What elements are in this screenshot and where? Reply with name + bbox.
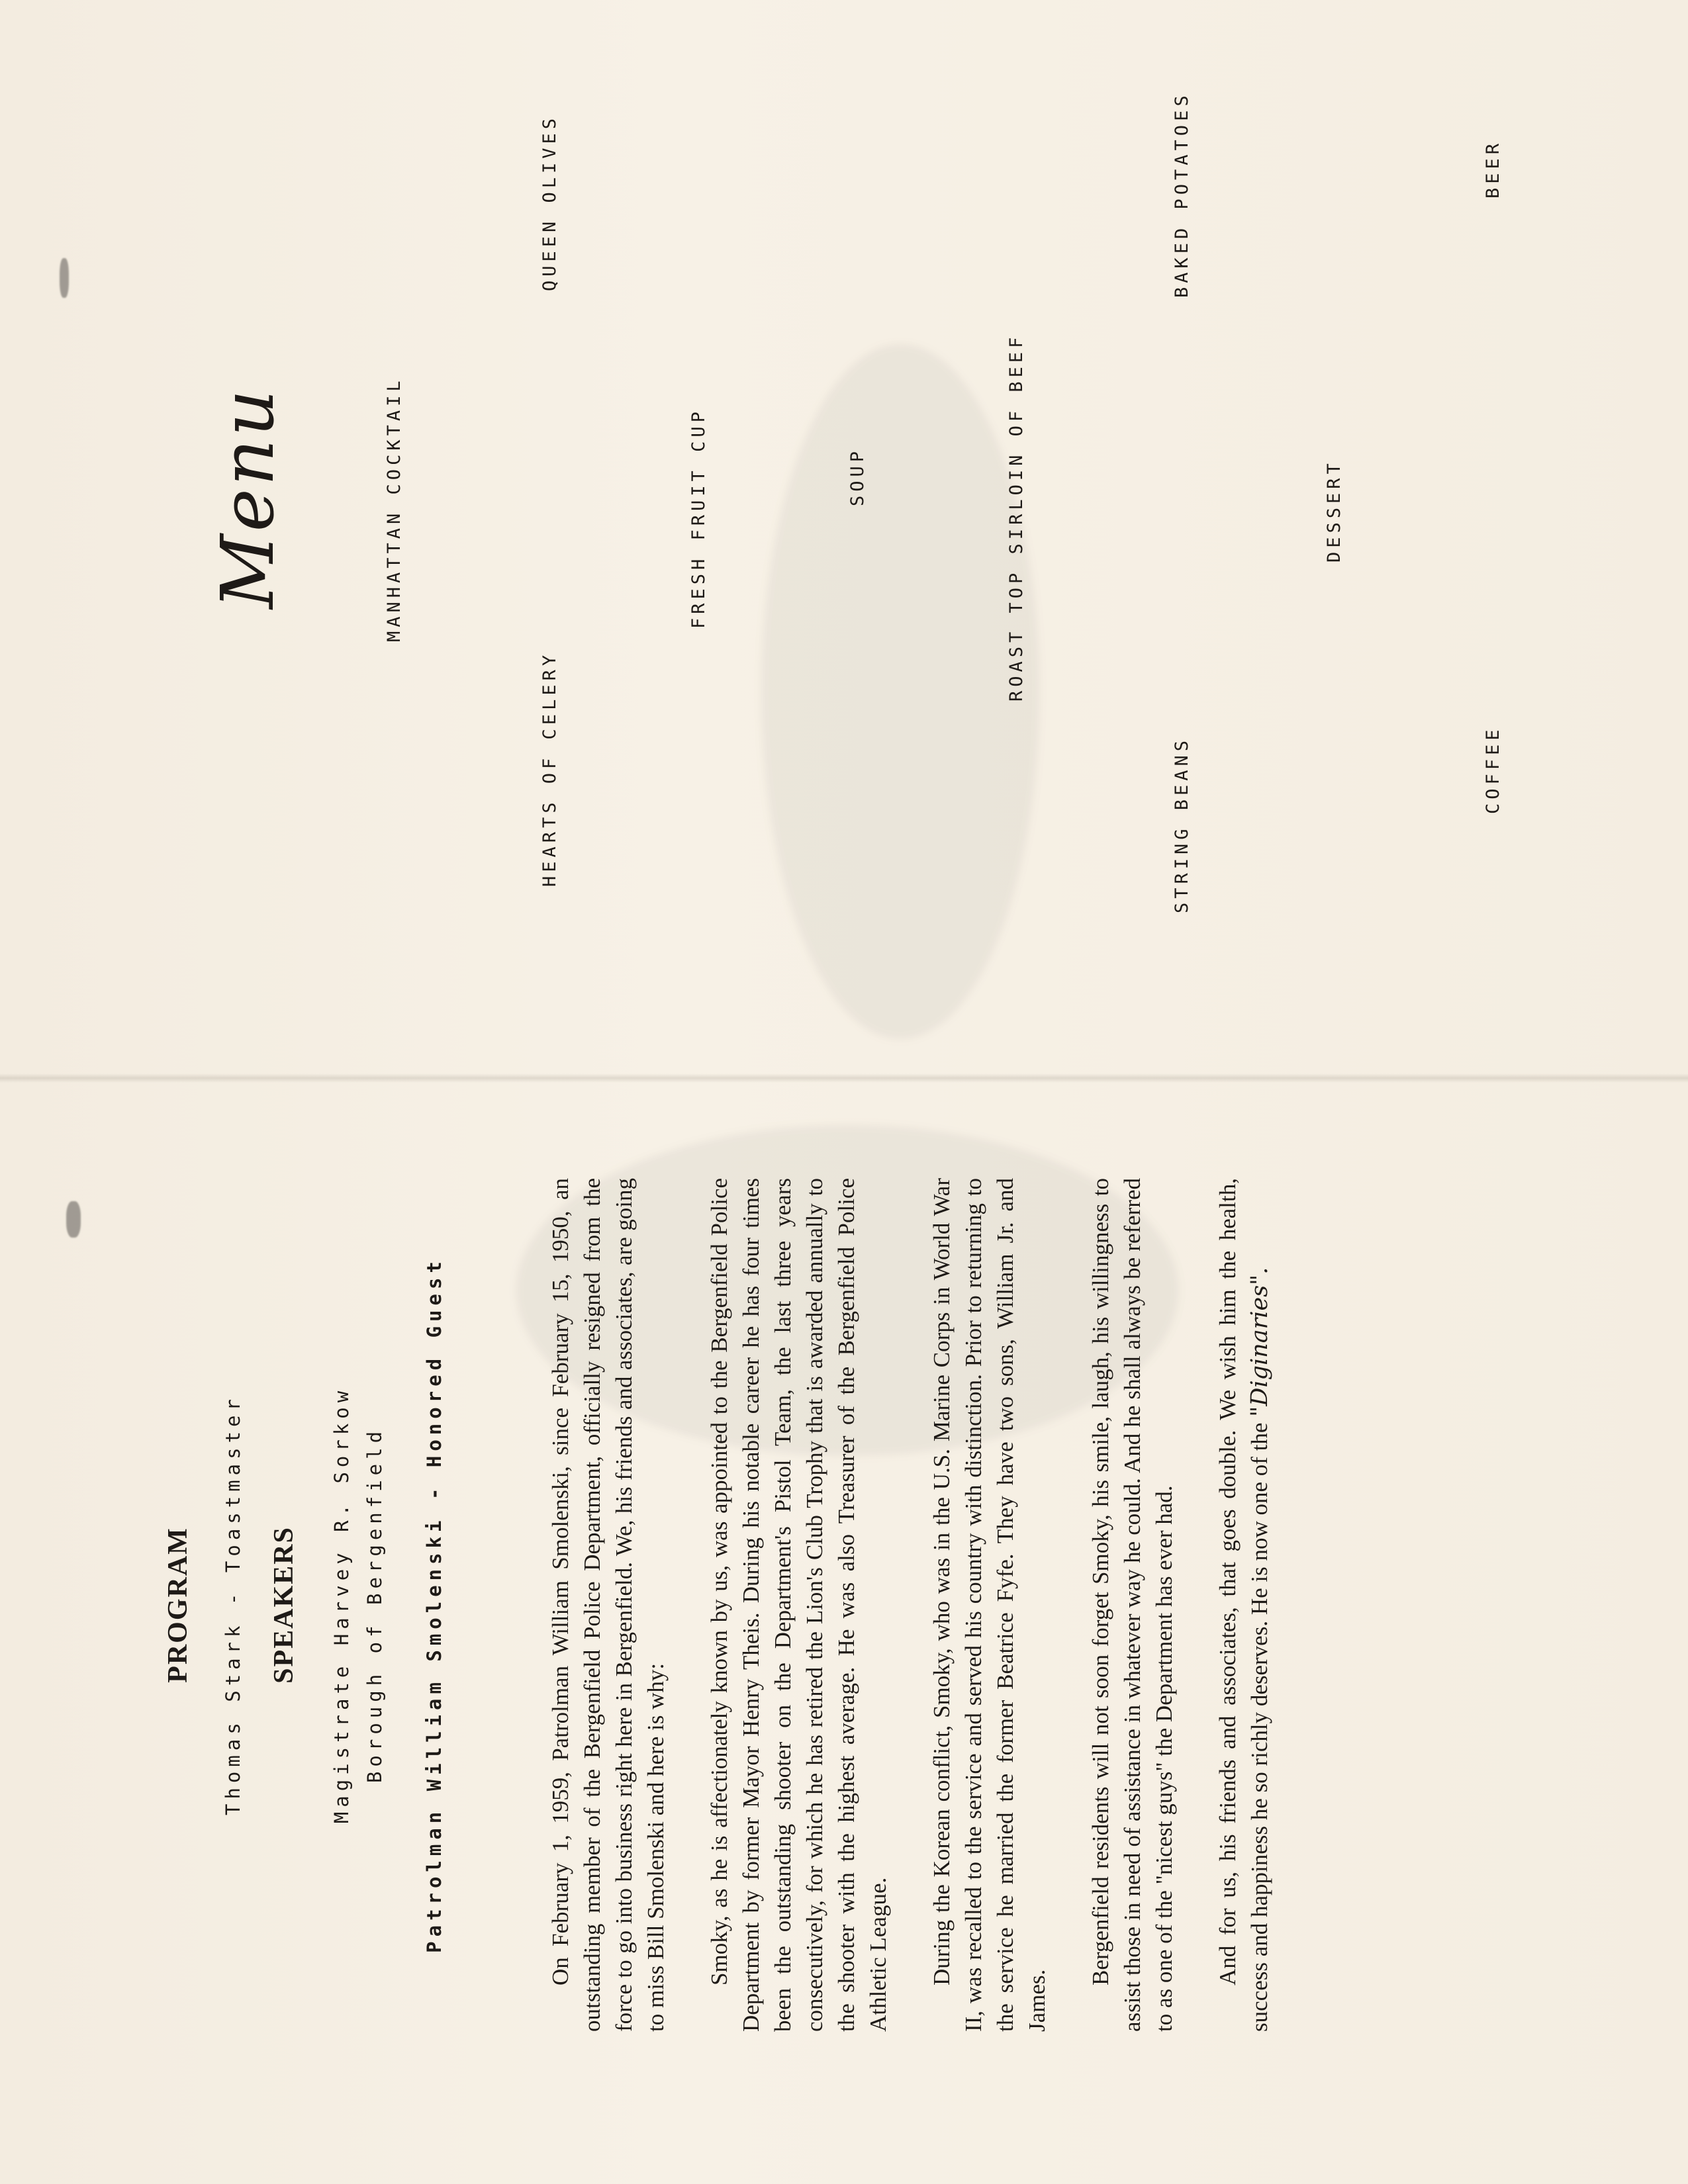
menu-item-manhattan: MANHATTAN COCKTAIL bbox=[384, 377, 404, 642]
tribute-paragraph-5 bbox=[1212, 1178, 1276, 2032]
tribute-paragraph-3: During the Korean conflict, Smoky, who was in the U.S. Marine Corps in World War II, was recalled to the service and served his country with distinction. Prior to returning to the service he married the former Beatrice Fyfe. They have two sons, William Jr. and James. bbox=[929, 1178, 1050, 2032]
speaker-name: Magistrate Harvey R. Sorkow bbox=[330, 1386, 353, 1824]
menu-panel bbox=[152, 86, 1575, 960]
tribute-paragraph-2: Smoky, as he is affectionately known by us, was appointed to the Bergenfield Police Department by former Mayor Henry Theis. During his notable career he has four times been the outstanding shooter on the Department's Pistol Team, the last three years consecutively, for which he has retired the Lion's Club Trophy that is awarded annually to the shooter with the highest average. He was also Treasurer of the Bergenfield Police Athletic League. bbox=[706, 1178, 891, 2032]
staple-mark bbox=[60, 258, 69, 298]
toastmaster-line: Thomas Stark - Toastmaster bbox=[222, 1394, 244, 1815]
tribute-paragraph-4: Bergenfield residents will not soon forget Smoky, his smile, laugh, his willingness to assist those in need of assistance in whatever way he could. And he shall always be referred to as one of the "nicest guys" the Department has ever had. bbox=[1088, 1178, 1177, 2032]
menu-item-sirloin: ROAST TOP SIRLOIN OF BEEF bbox=[1006, 333, 1027, 702]
speaker-borough: Borough of Bergenfield bbox=[363, 1426, 386, 1784]
menu-item-olives: QUEEN OLIVES bbox=[539, 114, 560, 291]
menu-item-baked-potatoes: BAKED POTATOES bbox=[1172, 91, 1192, 298]
tribute-paragraph-5-text: And for us, his friends and associates, that goes double. We wish him the health, success and happiness he so richly deserves. He is now one of the bbox=[1215, 1178, 1272, 2032]
honored-guest-line: Patrolman William Smolenski - Honored Guest bbox=[423, 1257, 445, 1953]
menu-item-beer: BEER bbox=[1483, 139, 1503, 199]
speakers-heading: SPEAKERS bbox=[269, 1526, 299, 1684]
menu-item-soup: SOUP bbox=[847, 447, 868, 506]
tribute-paragraph-1: On February 1, 1959, Patrolman William Smolenski, since February 15, 1950, an outstanding member of the Bergenfield Police Department, officially resigned from the force to go into business right here in Bergenfield. We, his friends and associates, are going to miss Bill Smolenski and here is why: bbox=[547, 1178, 669, 2032]
diginaries-quote: "Diginaries". bbox=[1246, 1267, 1273, 1417]
menu-title: Menu bbox=[205, 387, 290, 609]
menu-item-coffee: COFFEE bbox=[1483, 725, 1503, 814]
fold-crease bbox=[0, 1073, 1688, 1083]
menu-item-string-beans: STRING BEANS bbox=[1172, 736, 1192, 913]
program-panel bbox=[132, 1178, 1589, 2032]
program-heading: PROGRAM bbox=[163, 1527, 193, 1683]
menu-item-fruit-cup: FRESH FRUIT CUP bbox=[688, 408, 709, 629]
menu-item-celery: HEARTS OF CELERY bbox=[539, 651, 560, 887]
menu-item-dessert: DESSERT bbox=[1324, 459, 1344, 563]
staple-mark bbox=[66, 1201, 81, 1238]
